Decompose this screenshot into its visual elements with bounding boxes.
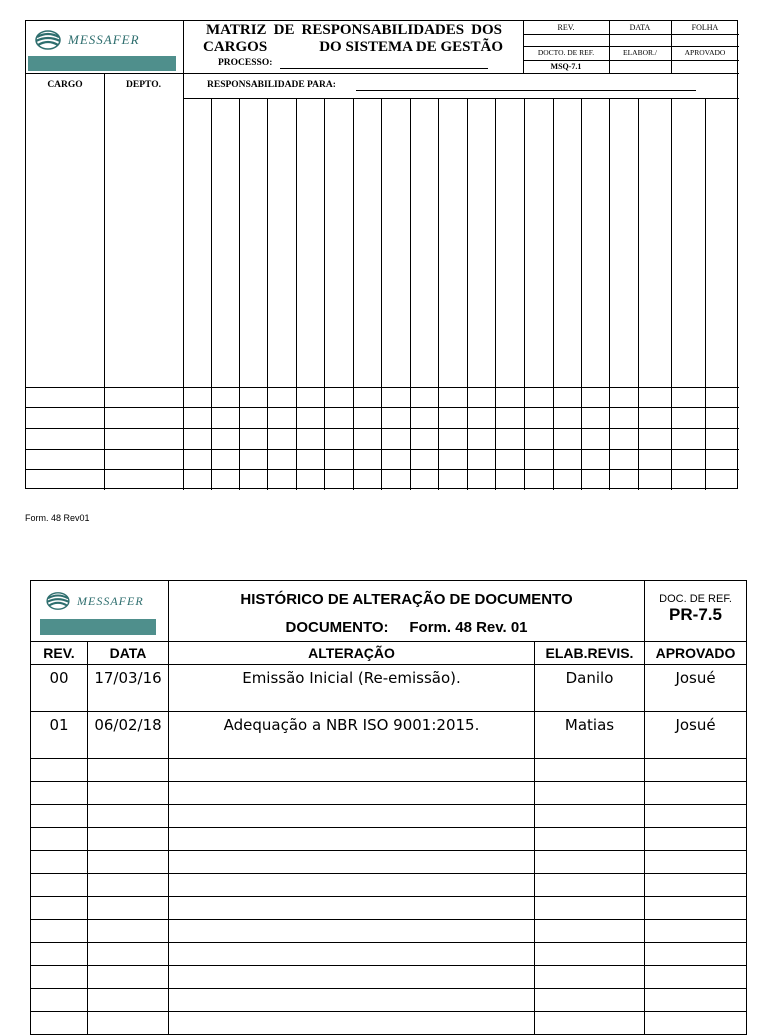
table-row (31, 851, 747, 874)
grid-column-line (705, 98, 706, 490)
table-row (31, 782, 747, 805)
empty-cell (31, 874, 88, 897)
history-docref-value: PR-7.5 (669, 605, 722, 624)
form-footer: Form. 48 Rev01 (25, 513, 90, 523)
history-logo (45, 591, 144, 611)
history-docref-label: DOC. DE REF. (659, 593, 732, 605)
table-row (31, 920, 747, 943)
empty-cell (645, 828, 747, 851)
documento-value: Form. 48 Rev. 01 (409, 619, 528, 636)
empty-cell (169, 989, 535, 1012)
col-rev: REV. (31, 642, 88, 665)
empty-cell (535, 897, 645, 920)
history-logo-bar (40, 619, 156, 635)
empty-cell (169, 874, 535, 897)
history-document-line (169, 619, 644, 636)
empty-cell (88, 966, 169, 989)
empty-cell (535, 1012, 645, 1035)
col-data: DATA (88, 642, 169, 665)
empty-cell (88, 874, 169, 897)
empty-cell (535, 759, 645, 782)
empty-cell (645, 759, 747, 782)
history-header-row (31, 581, 747, 642)
empty-cell (88, 1012, 169, 1035)
empty-cell (535, 828, 645, 851)
empty-cell (169, 943, 535, 966)
row-data: 17/03/16 (88, 665, 169, 712)
grid-column-line (671, 98, 672, 490)
empty-cell (535, 989, 645, 1012)
empty-cell (88, 989, 169, 1012)
empty-cell (31, 943, 88, 966)
meta-docref-label: DOCTO. DE REF. (537, 48, 595, 57)
empty-cell (645, 874, 747, 897)
grid-column-line (410, 98, 411, 490)
empty-cell (645, 805, 747, 828)
grid-row-line (26, 469, 739, 470)
globe-swirl-icon (45, 591, 71, 611)
empty-cell (169, 966, 535, 989)
globe-swirl-icon (34, 29, 62, 51)
grid-column-line (267, 98, 268, 490)
table-row (31, 759, 747, 782)
matrix-title-line2 (203, 39, 503, 56)
empty-cell (88, 828, 169, 851)
grid-column-line (353, 98, 354, 490)
empty-cell (645, 897, 747, 920)
empty-cell (535, 943, 645, 966)
matrix-logo (34, 29, 140, 51)
empty-cell (88, 805, 169, 828)
empty-cell (169, 782, 535, 805)
meta-data-label: DATA (629, 23, 651, 32)
row-rev: 00 (31, 665, 88, 712)
empty-cell (31, 851, 88, 874)
col-depto: DEPTO. (126, 80, 161, 90)
grid-column-line (581, 98, 582, 490)
empty-cell (88, 943, 169, 966)
logo-bar (28, 56, 176, 71)
grid-column-line (467, 98, 468, 490)
table-row (31, 828, 747, 851)
grid-column-line (324, 98, 325, 490)
row-rev: 01 (31, 712, 88, 759)
table-row (31, 989, 747, 1012)
empty-cell (31, 759, 88, 782)
grid-column-line (495, 98, 496, 490)
grid-column-line (609, 98, 610, 490)
history-columns-row (31, 642, 747, 665)
empty-cell (645, 851, 747, 874)
empty-cell (535, 782, 645, 805)
row-elab: Matias (535, 712, 645, 759)
grid-row-line (26, 428, 739, 429)
grid-column-line (524, 98, 525, 490)
history-logo-text: MESSAFER (77, 593, 144, 608)
empty-cell (31, 828, 88, 851)
empty-cell (645, 782, 747, 805)
table-row (31, 943, 747, 966)
empty-cell (535, 966, 645, 989)
grid-row-line (26, 449, 739, 450)
empty-cell (645, 920, 747, 943)
empty-cell (535, 920, 645, 943)
empty-cell (31, 1012, 88, 1035)
table-row (31, 805, 747, 828)
row-data: 06/02/18 (88, 712, 169, 759)
empty-cell (88, 759, 169, 782)
responsabilidade-label: RESPONSABILIDADE PARA: (207, 80, 336, 90)
empty-cell (535, 851, 645, 874)
meta-aprovado-label: APROVADO (684, 48, 726, 57)
empty-cell (169, 851, 535, 874)
empty-cell (88, 920, 169, 943)
documento-label: DOCUMENTO: (285, 619, 389, 636)
empty-cell (31, 966, 88, 989)
responsibility-matrix-form (25, 20, 738, 489)
empty-cell (645, 989, 747, 1012)
meta-folha-label: FOLHA (691, 23, 719, 32)
empty-cell (88, 851, 169, 874)
row-aprovado: Josué (645, 665, 747, 712)
empty-cell (88, 897, 169, 920)
empty-cell (535, 874, 645, 897)
history-title: HISTÓRICO DE ALTERAÇÃO DE DOCUMENTO (240, 591, 573, 608)
history-logo-cell (31, 581, 169, 642)
grid-column-line (239, 98, 240, 490)
empty-cell (169, 920, 535, 943)
empty-cell (31, 920, 88, 943)
empty-cell (88, 782, 169, 805)
col-aprovado: APROVADO (645, 642, 747, 665)
grid-column-line (638, 98, 639, 490)
empty-cell (535, 805, 645, 828)
grid-row-line (26, 387, 739, 388)
table-row (31, 1012, 747, 1035)
row-aprovado: Josué (645, 712, 747, 759)
table-row (31, 897, 747, 920)
empty-cell (645, 1012, 747, 1035)
meta-elabor-label: ELABOR./ (623, 48, 657, 57)
empty-cell (169, 805, 535, 828)
title-cargos: CARGOS (203, 39, 268, 55)
history-title-cell (169, 581, 645, 642)
table-row (31, 966, 747, 989)
logo-text: MESSAFER (68, 32, 140, 47)
matrix-title-line1: MATRIZ DE RESPONSABILIDADES DOS (206, 22, 502, 38)
meta-docref-value: MSQ-7.1 (550, 62, 582, 71)
empty-cell (31, 782, 88, 805)
empty-cell (169, 897, 535, 920)
history-table (30, 580, 747, 1035)
empty-cell (169, 1012, 535, 1035)
grid-column-line (553, 98, 554, 490)
grid-column-line (211, 98, 212, 490)
meta-rev-label: REV. (557, 23, 575, 32)
empty-cell (31, 805, 88, 828)
history-docref-cell (645, 581, 747, 642)
table-row (31, 665, 747, 712)
empty-cell (169, 828, 535, 851)
grid-row-line (26, 407, 739, 408)
table-row (31, 712, 747, 759)
row-alteracao: Adequação a NBR ISO 9001:2015. (169, 712, 535, 759)
empty-cell (645, 943, 747, 966)
col-alteracao: ALTERAÇÃO (169, 642, 535, 665)
row-alteracao: Emissão Inicial (Re-emissão). (169, 665, 535, 712)
grid-column-line (438, 98, 439, 490)
empty-cell (31, 989, 88, 1012)
empty-cell (169, 759, 535, 782)
empty-cell (645, 966, 747, 989)
grid-column-line (296, 98, 297, 490)
processo-label: PROCESSO: (218, 58, 273, 68)
col-cargo: CARGO (47, 80, 83, 90)
table-row (31, 874, 747, 897)
empty-cell (31, 897, 88, 920)
grid-column-line (381, 98, 382, 490)
col-elab: ELAB.REVIS. (535, 642, 645, 665)
row-elab: Danilo (535, 665, 645, 712)
title-sistema: DO SISTEMA DE GESTÃO (319, 39, 503, 55)
